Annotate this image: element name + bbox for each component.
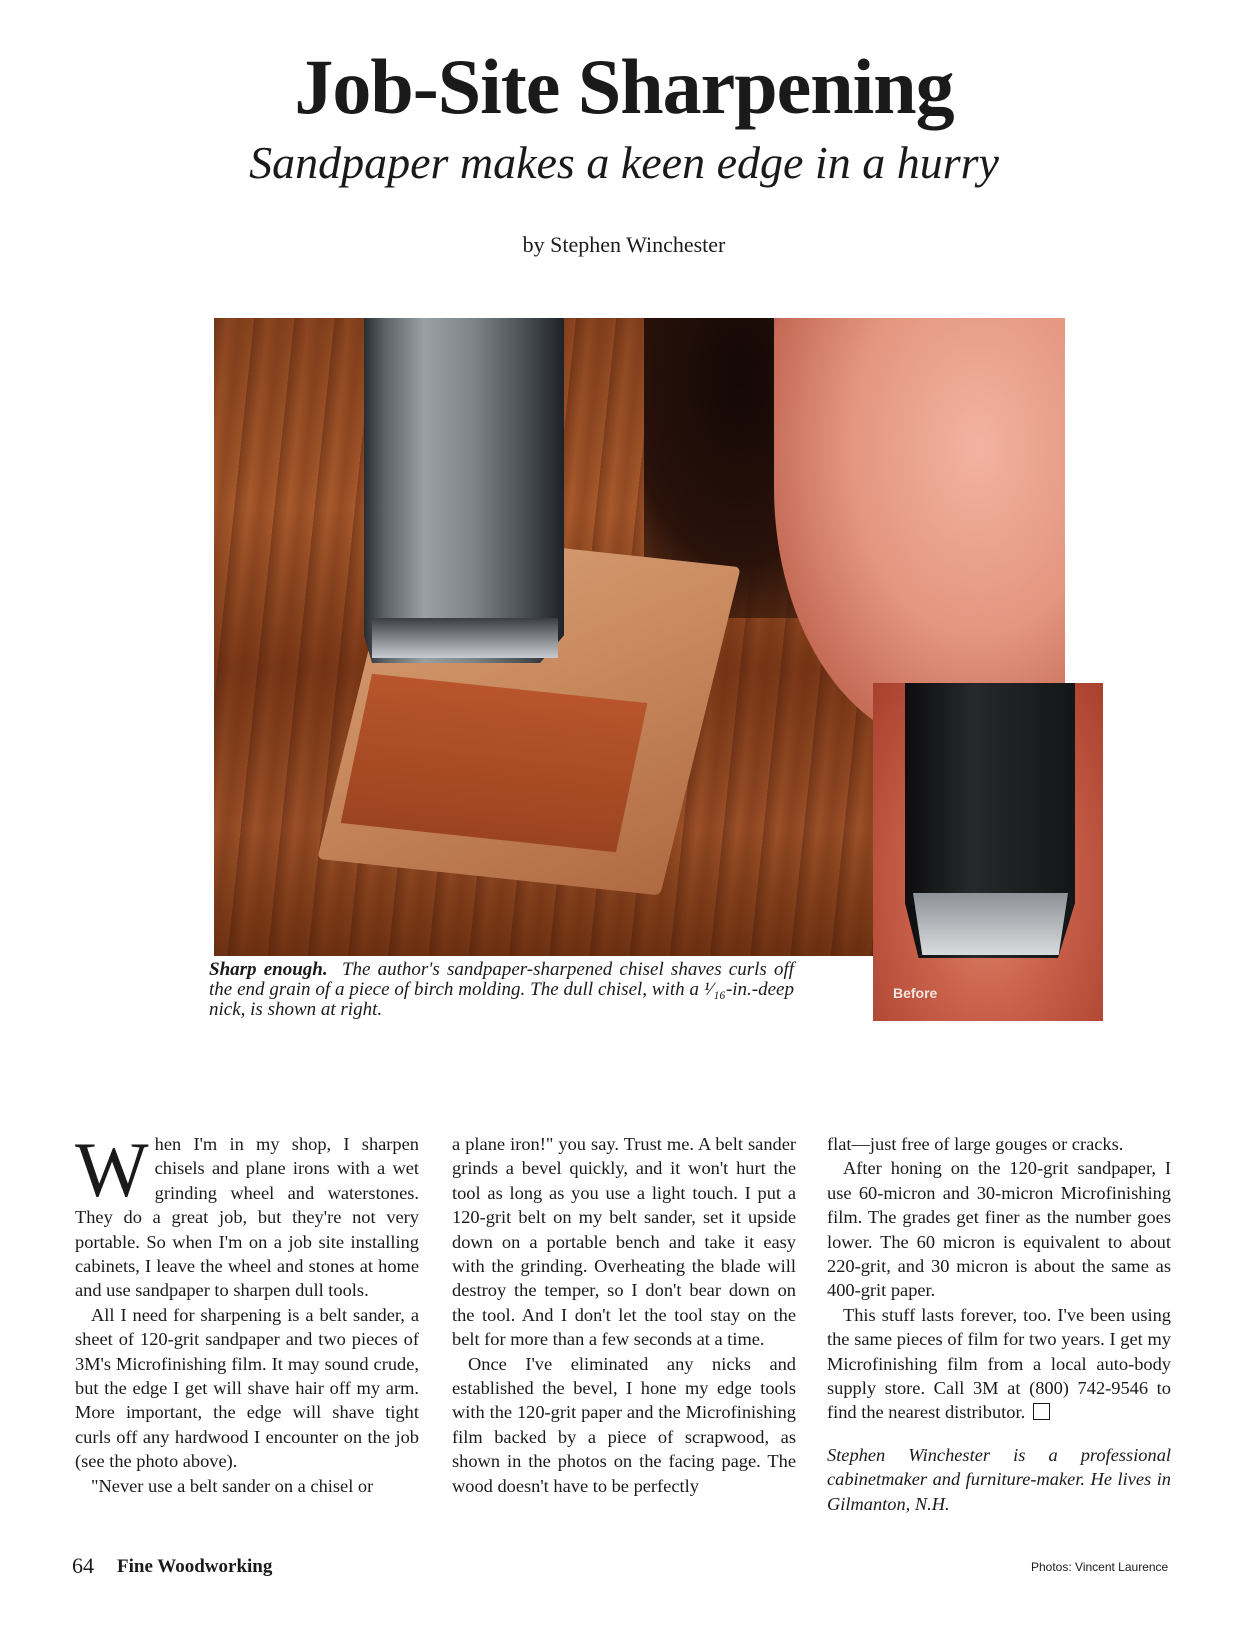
photo-caption <box>209 960 794 1020</box>
paragraph-3-end: a plane iron!" you say. Trust me. A belt sander grinds a bevel quickly, and it won't hurt the tool as long as you use a light touch. I put a 120-grit belt on my belt sander, set it upside down on a portable bench and take it easy with the grinding. Overheating the blade will destroy the temper, so I don't bear down on the tool. And I don't let the tool stay on the belt for more than a few seconds at a time. <box>452 1134 796 1350</box>
photo-chisel-edge <box>372 618 558 658</box>
photo-credit: Photos: Vincent Laurence <box>1031 1560 1169 1574</box>
drop-cap: W <box>75 1126 149 1213</box>
caption-text: The author's sandpaper-sharpened chisel shaves curls off the end grain of a piece of birch molding. The dull chisel, with a ¹⁄₁₆-in.-deep nick, is shown at right. <box>209 959 794 1020</box>
inset-photo-dull-chisel <box>873 683 1103 1021</box>
end-mark-icon <box>1033 1403 1050 1420</box>
inset-label-before: Before <box>893 985 938 1001</box>
photo-molding-end-grain <box>341 674 648 852</box>
article-title: Job-Site Sharpening <box>294 43 954 130</box>
paragraph-4-end: flat—just free of large gouges or cracks. <box>827 1134 1124 1154</box>
paragraph-1 <box>75 1126 419 1303</box>
paragraph-6 <box>827 1303 1171 1425</box>
page-number: 64 <box>72 1553 94 1578</box>
author-bio: Stephen Winchester is a professional cabinetmaker and furniture-maker. He lives in Gilmanton, N.H. <box>827 1444 1171 1514</box>
inset-chisel-bevel <box>913 893 1068 955</box>
paragraph-4-start: Once I've eliminated any nicks and established the bevel, I hone my edge tools with the 120-grit paper and the Microfinishing film backed by a piece of scrapwood, as shown in the photos on the facing page. The wood doesn't have to be perfectly <box>452 1353 796 1496</box>
paragraph-1-text: hen I'm in my shop, I sharpen chisels and plane irons with a wet grinding wheel and waterstones. They do a great job, but they're not very portable. So when I'm on a job site installing cabinets, I leave the wheel and stones at home and use sandpaper to sharpen dull tools. <box>75 1134 419 1301</box>
byline: by Stephen Winchester <box>522 232 726 257</box>
photo-chisel <box>364 318 564 663</box>
article-subtitle: Sandpaper makes a keen edge in a hurry <box>249 137 999 188</box>
article-column-3 <box>827 1132 1171 1516</box>
paragraph-6-text: This stuff lasts forever, too. I've been using the same pieces of film for two years. I get my Microfinishing film from a local auto-body supply store. Call 3M at (800) 742-9546 to find the nearest distributor. <box>827 1304 1171 1423</box>
article-column-2 <box>452 1132 796 1498</box>
paragraph-2: All I need for sharpening is a belt sander, a sheet of 120-grit sandpaper and two pieces of 3M's Microfinishing film. It may sound crude, but the edge I get will shave hair off my arm. More important, the edge will shave tight curls off any hardwood I encounter on the job (see the photo above). <box>75 1304 419 1472</box>
paragraph-3-start: "Never use a belt sander on a chisel or <box>91 1475 374 1496</box>
magazine-name: Fine Woodworking <box>117 1556 273 1577</box>
article-column-1 <box>75 1126 419 1498</box>
caption-lead: Sharp enough. <box>209 959 328 980</box>
paragraph-5: After honing on the 120-grit sandpaper, I use 60-micron and 30-micron Microfinishing film. The grades get finer as the number goes lower. The 60 micron is equivalent to about 220-grit, and 30 micron is about the same as 400-grit paper. <box>827 1158 1171 1301</box>
